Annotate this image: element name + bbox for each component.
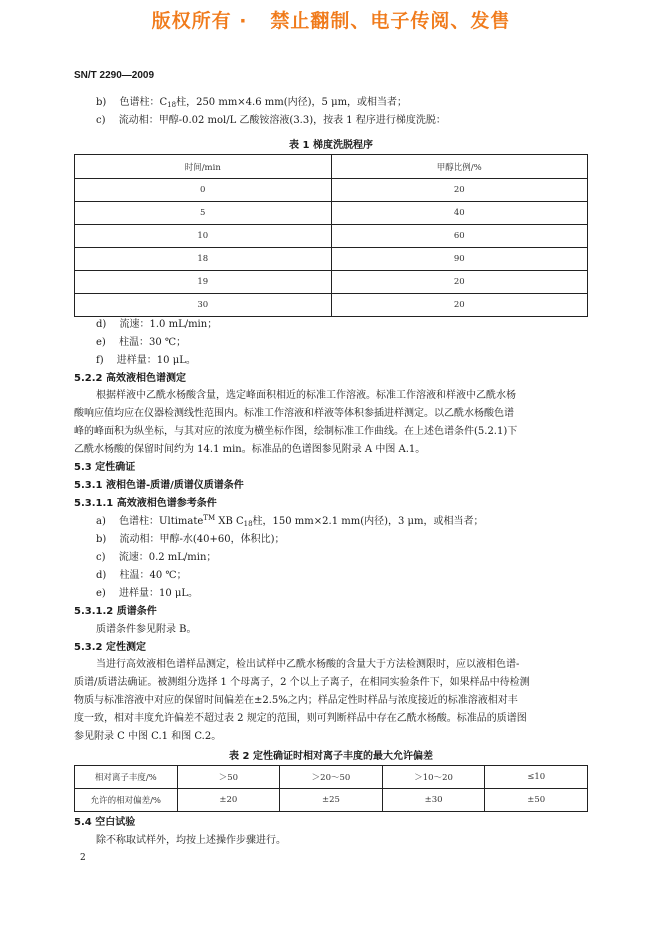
table1-caption: 表 1 梯度洗脱程序 [289, 140, 373, 151]
table-row [75, 294, 588, 317]
item-text: 柱温：30 ℃； [119, 337, 187, 348]
item-text: 流动相：甲醇-水(40+60，体积比)； [119, 534, 285, 545]
item-marker: b) [96, 97, 107, 108]
condition-c [96, 114, 446, 128]
table-cell: ±50 [485, 789, 588, 812]
paragraph-line: 根据样液中乙酰水杨酸含量，选定峰面积相近的标准工作溶液。标准工作溶液和样液中乙酰水杨 [96, 390, 516, 401]
item-text: 流速：1.0 mL/min； [119, 319, 218, 330]
section-5-3-1-1-heading: 5.3.1.1 高效液相色谱参考条件 [74, 498, 217, 509]
table-cell: 40 [331, 202, 588, 225]
item-text: 进样量：10 μL。 [119, 588, 199, 599]
item-text: 流速：0.2 mL/min； [118, 552, 217, 563]
table-cell: 20 [331, 179, 588, 202]
paragraph-line: 酸响应值均应在仪器检测线性范围内。标准工作溶液和样液等体积参插进样测定。以乙酰水杨酸色谱 [74, 408, 514, 419]
table-cell: 18 [75, 248, 332, 271]
table-row [75, 789, 588, 812]
item-marker: c) [96, 552, 106, 563]
table-cell: ＞20～50 [280, 766, 383, 789]
table-row [75, 271, 588, 294]
section-5-4-heading: 5.4 空白试验 [74, 817, 136, 828]
section-5-3-1-2-heading: 5.3.1.2 质谱条件 [74, 606, 157, 617]
table-row [75, 202, 588, 225]
table-cell: ≤10 [485, 766, 588, 789]
paragraph-line: 参见附录 C 中图 C.1 和图 C.2。 [74, 731, 222, 742]
table-header-row [75, 155, 588, 179]
paragraph-line: 当进行高效液相色谱样品测定，检出试样中乙酰水杨酸的含量大于方法检测限时，应以液相色谱- [96, 659, 520, 670]
item-marker: d) [96, 319, 107, 330]
hplc-condition-d [96, 569, 187, 583]
condition-b [96, 96, 407, 110]
table-cell: 0 [75, 179, 332, 202]
paragraph-line: 度一致，相对丰度允许偏差不超过表 2 规定的范围，则可判断样品中存在乙酰水杨酸。标准品的质谱图 [74, 713, 527, 724]
section-5-3-heading: 5.3 定性确证 [74, 462, 136, 473]
table-cell: 60 [331, 225, 588, 248]
hplc-condition-c [96, 551, 216, 565]
item-marker: e) [96, 588, 106, 599]
table-row [75, 179, 588, 202]
item-marker: e) [96, 337, 106, 348]
gradient-table [74, 154, 588, 317]
condition-f [96, 354, 196, 368]
item-text: 进样量：10 μL。 [116, 355, 196, 366]
condition-e [96, 336, 186, 350]
condition-d [96, 318, 217, 332]
table-header-cell: 时间/min [75, 155, 332, 179]
paragraph-line: 质谱/质谱法确证。被测组分选择 1 个母离子，2 个以上子离子，在相同实验条件下，如果样品中待检测 [74, 677, 530, 688]
item-marker: d) [96, 570, 107, 581]
table-cell: ＞10～20 [382, 766, 485, 789]
table-header-cell: 甲醇比例/% [331, 155, 588, 179]
item-text: 色谱柱：$C_{18}$柱，250 mm×4.6 mm(内径)，5 μm，或相当者； [119, 97, 408, 109]
table-cell: ±20 [177, 789, 280, 812]
paragraph-line: 物质与标准溶液中对应的保留时间偏差在±2.5%之内；样品定性时样品与浓度接近的标准溶液相对丰 [74, 695, 518, 706]
paragraph-line: 峰的峰面积为纵坐标，与其对应的浓度为横坐标作图，绘制标准工作曲线。在上述色谱条件(5.2.1)下 [74, 426, 518, 437]
item-text: 柱温：40 ℃； [119, 570, 187, 581]
table-row [75, 248, 588, 271]
table2-caption: 表 2 定性确证时相对离子丰度的最大允许偏差 [229, 751, 433, 762]
table-cell: 20 [331, 271, 588, 294]
table-cell: ±30 [382, 789, 485, 812]
table-row [75, 225, 588, 248]
table-cell: 5 [75, 202, 332, 225]
table-cell: 90 [331, 248, 588, 271]
section-5-2-2-heading: 5.2.2 高效液相色谱测定 [74, 373, 186, 384]
standard-code: SN/T 2290—2009 [74, 70, 155, 81]
section-5-3-1-heading: 5.3.1 液相色谱-质谱/质谱仪质谱条件 [74, 480, 244, 491]
ion-abundance-table [74, 765, 588, 812]
item-text: 流动相：甲醇-0.02 mol/L 乙酸铵溶液(3.3)，按表 1 程序进行梯度洗脱： [118, 115, 446, 126]
hplc-condition-e [96, 587, 198, 601]
hplc-condition-b [96, 533, 285, 547]
paragraph-line: 乙酰水杨酸的保留时间约为 14.1 min。标准品的色谱图参见附录 A 中图 A.1。 [74, 444, 426, 455]
table-cell: 19 [75, 271, 332, 294]
section-5-3-2-heading: 5.3.2 定性测定 [74, 642, 146, 653]
table-cell: 相对离子丰度/% [75, 766, 178, 789]
table-cell: 20 [331, 294, 588, 317]
table-cell: 允许的相对偏差/% [75, 789, 178, 812]
item-marker: f) [96, 355, 104, 366]
paragraph-line: 质谱条件参见附录 B。 [96, 624, 197, 635]
hplc-condition-a [96, 515, 484, 529]
item-marker: c) [96, 115, 106, 126]
table-cell: ＞50 [177, 766, 280, 789]
table-cell: ±25 [280, 789, 383, 812]
item-marker: b) [96, 534, 107, 545]
table-row [75, 766, 588, 789]
paragraph-line: 除不称取试样外，均按上述操作步骤进行。 [96, 835, 286, 846]
item-marker: a) [96, 516, 106, 527]
copyright-watermark: 版权所有 · 禁止翻制、电子传阅、发售 [151, 10, 511, 32]
table-cell: 10 [75, 225, 332, 248]
item-text: 色谱柱：Ultimate™ XB $C_{18}$柱，150 mm×2.1 mm(内径)，3 μm，或相当者； [119, 514, 484, 528]
page-number: 2 [80, 853, 86, 863]
table-cell: 30 [75, 294, 332, 317]
